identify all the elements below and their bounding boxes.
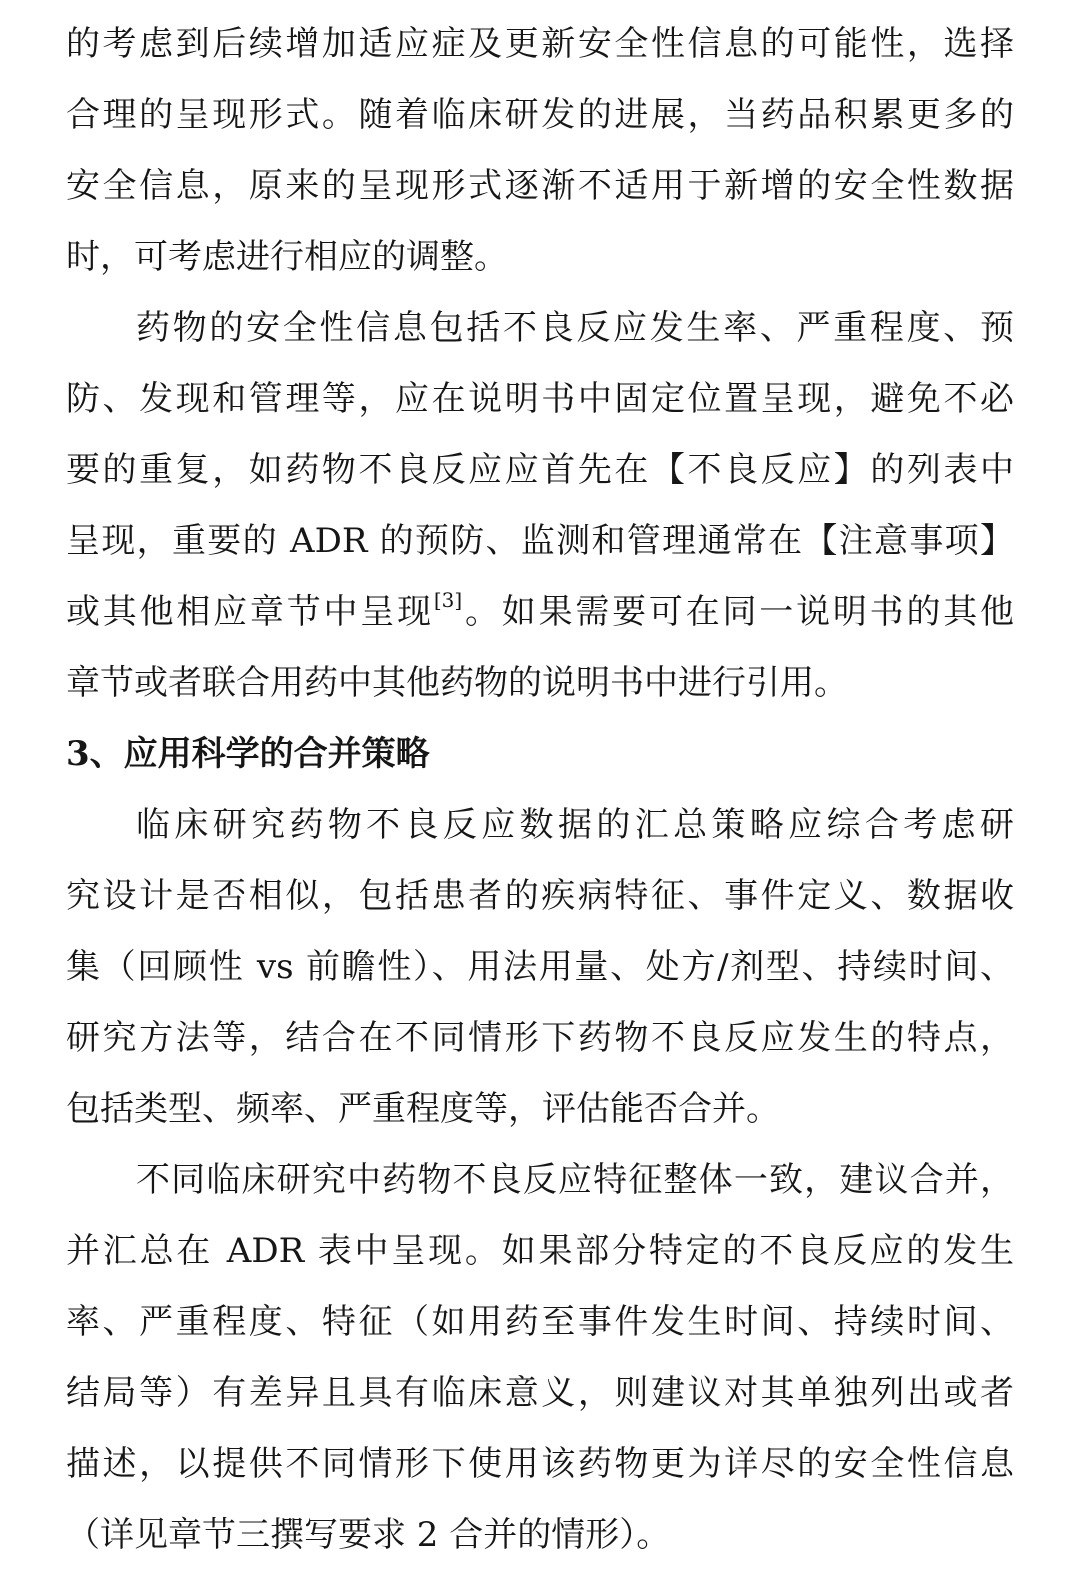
reference-citation: [3]: [433, 587, 463, 612]
section-heading: 3、应用科学的合并策略: [66, 734, 430, 774]
paragraph-3-line-2: 究设计是否相似，包括患者的疾病特征、事件定义、数据收: [66, 876, 1014, 916]
paragraph-4-line-3: 率、严重程度、特征（如用药至事件发生时间、持续时间、: [66, 1302, 1014, 1342]
paragraph-2-line-5-after-ref: 。如果需要可在同一说明书的其他: [462, 592, 1015, 632]
paragraph-2-line-5-before-ref: 或其他相应章节中呈现: [66, 592, 434, 632]
paragraph-2-line-4: 呈现，重要的 ADR 的预防、监测和管理通常在【注意事项】: [66, 521, 1014, 561]
paragraph-4-line-6: （详见章节三撰写要求 2 合并的情形）。: [66, 1515, 671, 1555]
paragraph-4-line-2: 并汇总在 ADR 表中呈现。如果部分特定的不良反应的发生: [66, 1231, 1014, 1271]
paragraph-1-line-3: 安全信息，原来的呈现形式逐渐不适用于新增的安全性数据: [66, 166, 1014, 206]
paragraph-1-line-2: 合理的呈现形式。随着临床研发的进展，当药品积累更多的: [66, 95, 1014, 135]
paragraph-4-line-4: 结局等）有差异且具有临床意义，则建议对其单独列出或者: [66, 1373, 1014, 1413]
paragraph-4-line-5: 描述，以提供不同情形下使用该药物更为详尽的安全性信息: [66, 1444, 1014, 1484]
paragraph-2-line-6: 章节或者联合用药中其他药物的说明书中进行引用。: [66, 663, 848, 703]
paragraph-2-line-3: 要的重复，如药物不良反应应首先在【不良反应】的列表中: [66, 450, 1014, 490]
paragraph-1-line-4: 时，可考虑进行相应的调整。: [66, 237, 508, 277]
paragraph-4-line-1: 不同临床研究中药物不良反应特征整体一致，建议合并，: [136, 1160, 1014, 1200]
paragraph-1-line-1: 的考虑到后续增加适应症及更新安全性信息的可能性，选择: [66, 24, 1014, 64]
paragraph-3-line-3: 集（回顾性 vs 前瞻性）、用法用量、处方/剂型、持续时间、: [66, 947, 1014, 987]
paragraph-3-line-5: 包括类型、频率、严重程度等，评估能否合并。: [66, 1089, 780, 1129]
paragraph-2-line-1: 药物的安全性信息包括不良反应发生率、严重程度、预: [136, 308, 1014, 348]
paragraph-2-line-2: 防、发现和管理等，应在说明书中固定位置呈现，避免不必: [66, 379, 1014, 419]
paragraph-2-line-5: [66, 582, 1014, 642]
paragraph-3-line-1: 临床研究药物不良反应数据的汇总策略应综合考虑研: [136, 805, 1014, 845]
paragraph-3-line-4: 研究方法等，结合在不同情形下药物不良反应发生的特点，: [66, 1018, 1014, 1058]
